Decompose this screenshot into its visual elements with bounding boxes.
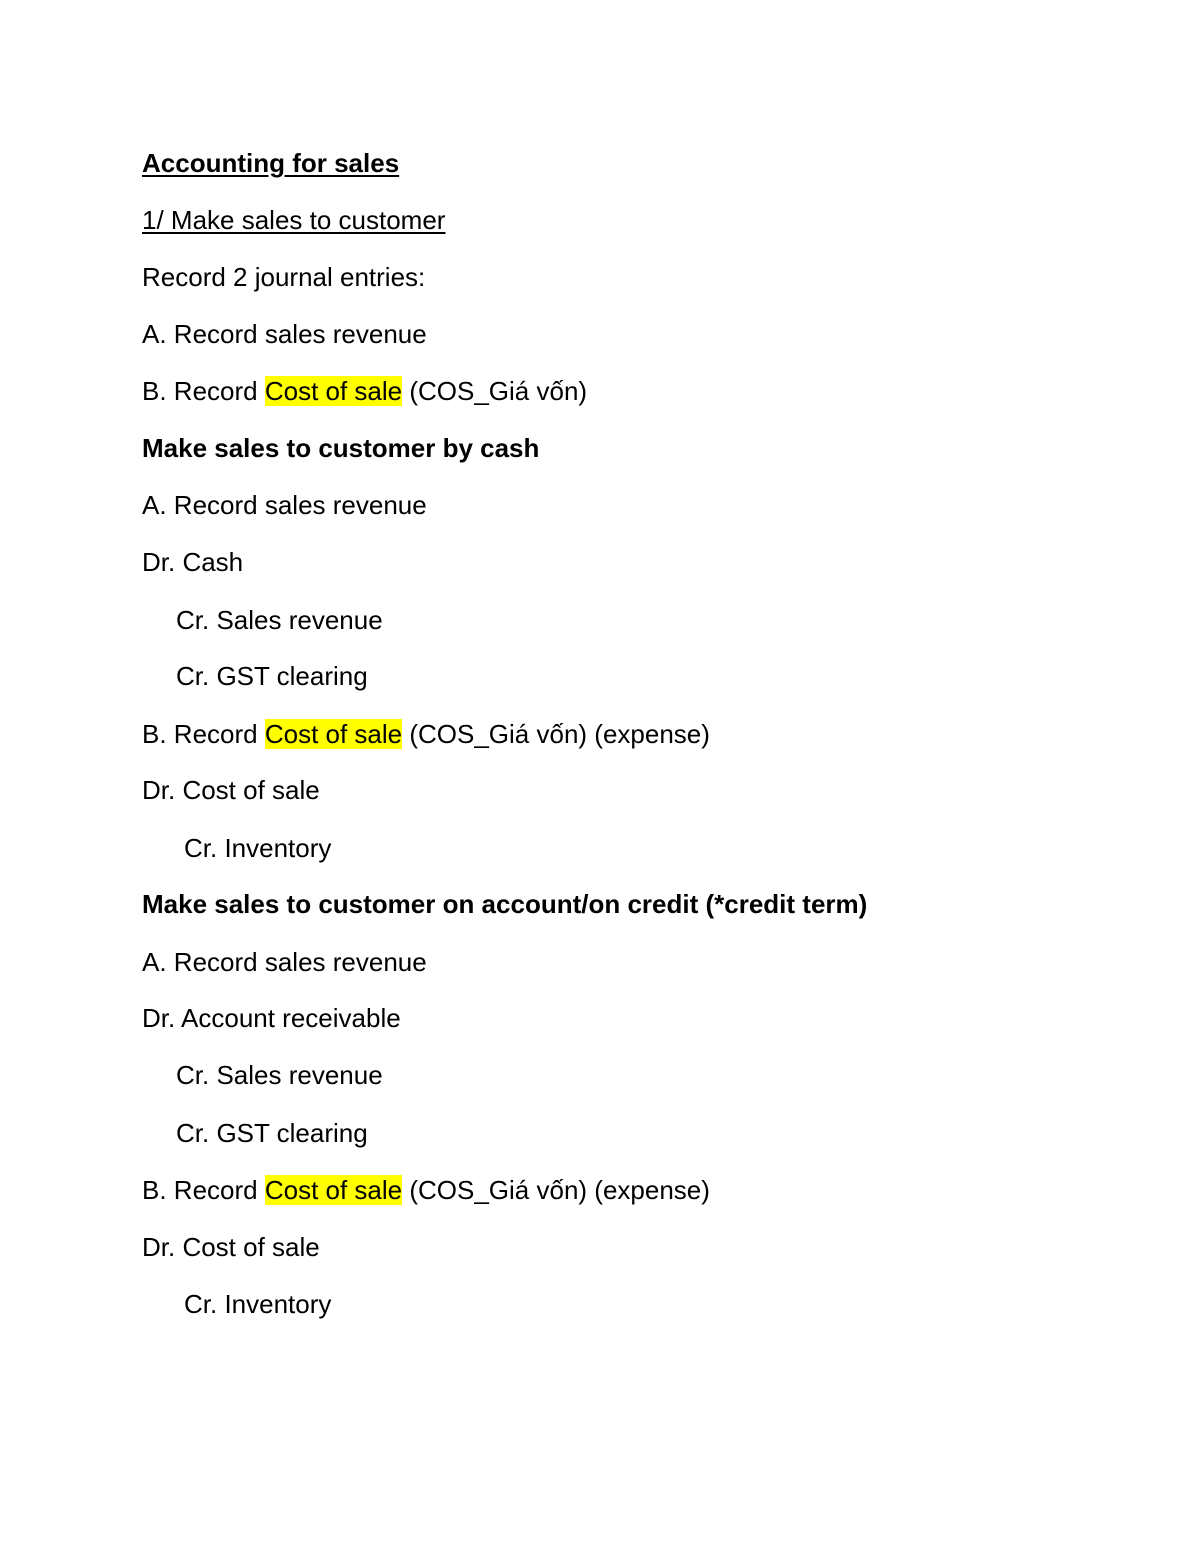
cash-credit-line-1: Cr. Sales revenue <box>176 605 383 635</box>
highlighted-term: Cost of sale <box>264 1175 403 1205</box>
cash-credit-line-3: Cr. Inventory <box>184 833 332 863</box>
credit-credit-line-1: Cr. Sales revenue <box>176 1060 383 1090</box>
credit-debit-line: Dr. Account receivable <box>142 1003 401 1033</box>
cash-debit-line: Dr. Cash <box>142 547 244 577</box>
document-title: Accounting for sales <box>142 148 400 178</box>
cash-credit-line-2: Cr. GST clearing <box>176 661 368 691</box>
cash-section-heading: Make sales to customer by cash <box>142 433 540 463</box>
intro-text: Record 2 journal entries: <box>142 262 426 292</box>
credit-item-a: A. Record sales revenue <box>142 947 427 977</box>
cash-debit-line-2: Dr. Cost of sale <box>142 775 320 805</box>
section-subtitle: 1/ Make sales to customer <box>142 205 446 235</box>
credit-credit-line-3: Cr. Inventory <box>184 1289 332 1319</box>
credit-item-b <box>142 1173 710 1207</box>
credit-item-b-suffix: (COS_Giá vốn) (expense) <box>402 1175 710 1205</box>
credit-debit-line-2: Dr. Cost of sale <box>142 1232 320 1262</box>
cash-item-a: A. Record sales revenue <box>142 490 427 520</box>
cash-item-b-suffix: (COS_Giá vốn) (expense) <box>402 719 710 749</box>
credit-section-heading: Make sales to customer on account/on credit (*credit term) <box>142 889 868 919</box>
intro-item-b <box>142 374 587 408</box>
intro-item-b-prefix: B. Record <box>142 376 265 406</box>
highlighted-term: Cost of sale <box>264 719 403 749</box>
highlighted-term: Cost of sale <box>264 376 403 406</box>
cash-item-b-prefix: B. Record <box>142 719 265 749</box>
credit-credit-line-2: Cr. GST clearing <box>176 1118 368 1148</box>
intro-item-a: A. Record sales revenue <box>142 319 427 349</box>
intro-item-b-suffix: (COS_Giá vốn) <box>402 376 588 406</box>
credit-item-b-prefix: B. Record <box>142 1175 265 1205</box>
cash-item-b <box>142 717 710 751</box>
